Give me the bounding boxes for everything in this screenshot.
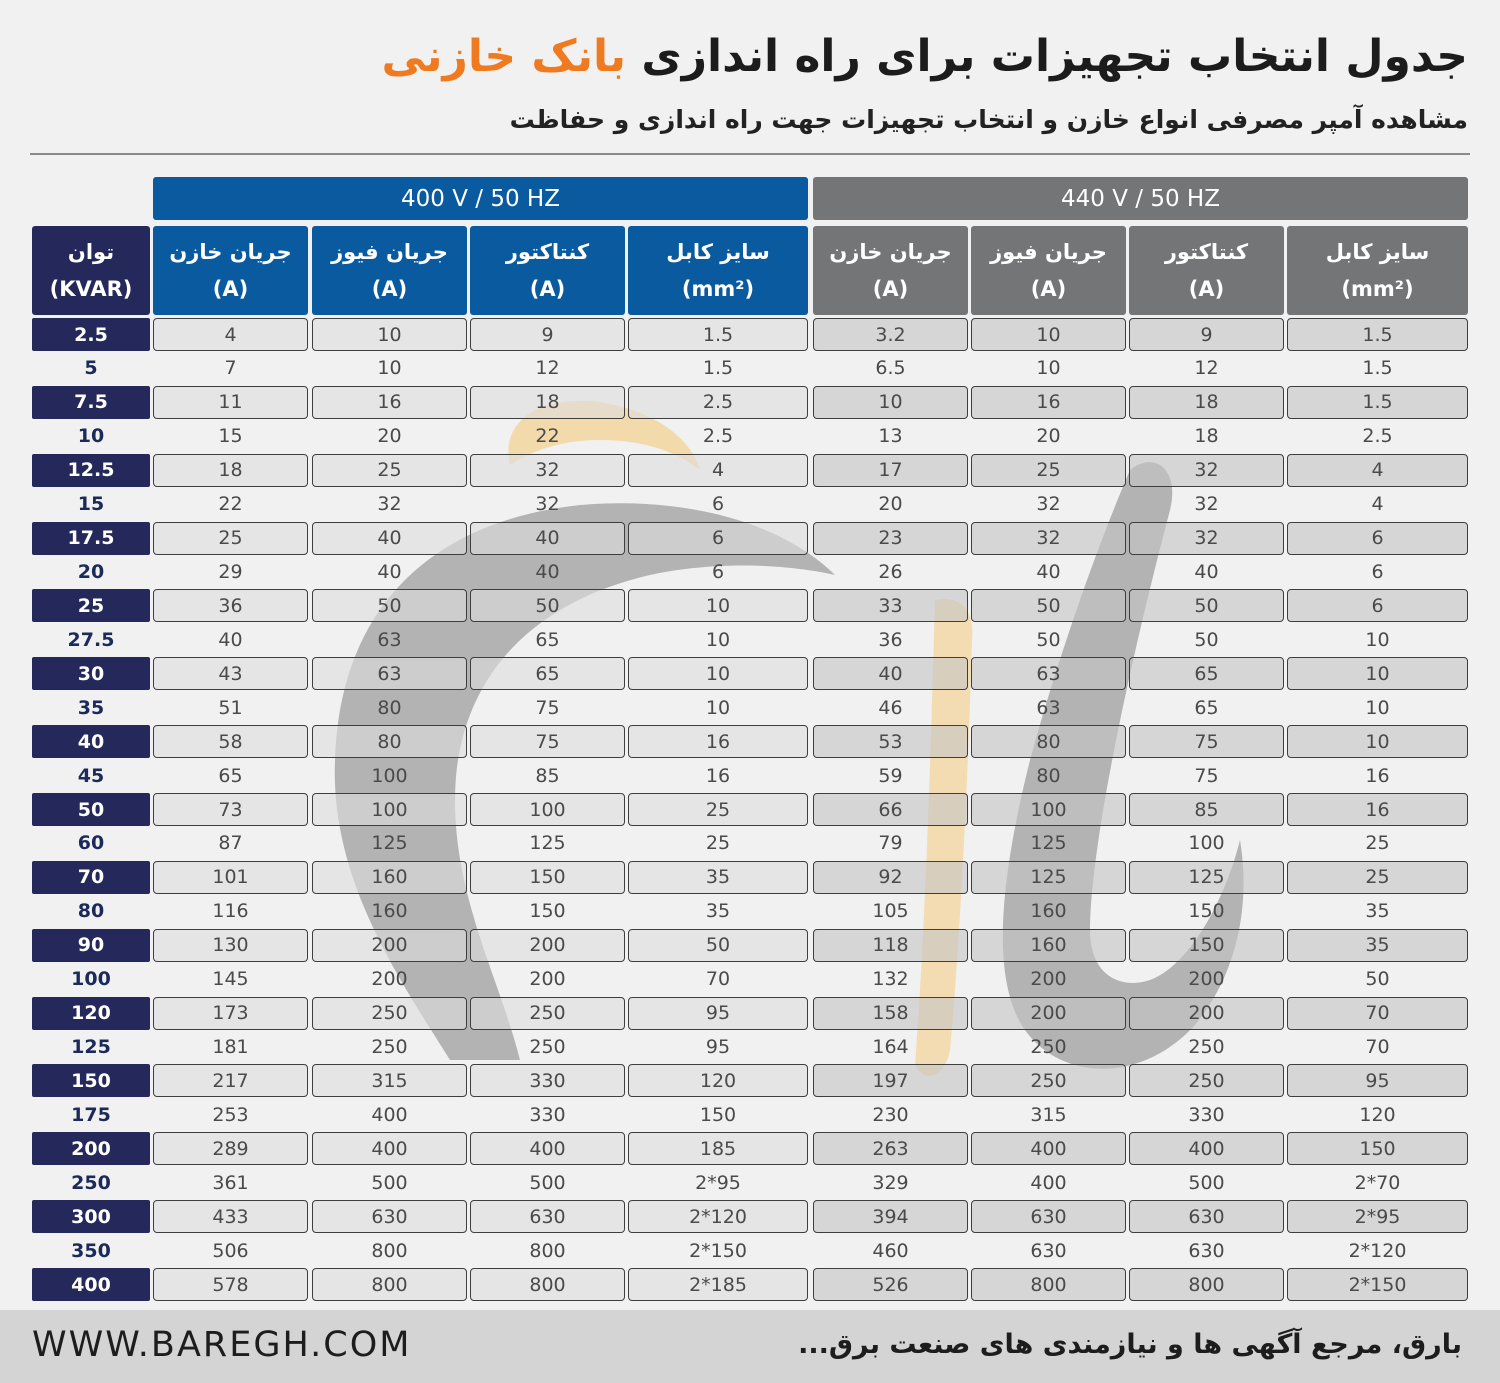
table-cell: 4 (628, 454, 808, 487)
table-cell: 433 (153, 1200, 308, 1233)
table-cell: 16 (1287, 793, 1468, 826)
table-cell: 50 (1036, 628, 1061, 651)
table-cell: 32 (377, 493, 402, 516)
table-cell: 25 (628, 793, 808, 826)
table-cell: 2*120 (628, 1200, 808, 1233)
table-cell: 10 (705, 628, 731, 651)
table-cell: 85 (535, 764, 560, 787)
kvar-cell: 5 (84, 357, 98, 380)
table-cell: 63 (377, 628, 402, 651)
table-cell: 400 (470, 1132, 625, 1165)
table-cell: 10 (628, 657, 808, 690)
kvar-cell: 7.5 (32, 386, 150, 419)
footer-slogan: بارق، مرجع آگهی ها و نیازمندی های صنعت برق... (798, 1329, 1462, 1360)
kvar-cell: 12.5 (32, 454, 150, 487)
table-cell: 79 (878, 832, 903, 855)
kvar-cell: 100 (71, 968, 111, 991)
table-cell: 400 (312, 1132, 467, 1165)
table-cell: 10 (312, 318, 467, 351)
column-header (1287, 226, 1468, 315)
table-cell: 10 (705, 696, 731, 719)
column-header (813, 226, 968, 315)
column-header (153, 226, 308, 315)
table-cell: 200 (371, 968, 408, 991)
table-cell: 400 (971, 1132, 1126, 1165)
table-cell: 132 (872, 968, 909, 991)
table-cell: 70 (1287, 997, 1468, 1030)
table-cell: 200 (470, 929, 625, 962)
table-cell: 12 (535, 357, 560, 380)
table-cell: 400 (1129, 1132, 1284, 1165)
kvar-cell: 70 (32, 861, 150, 894)
column-header-label: جریان خازن (169, 239, 292, 264)
table-cell: 25 (1287, 861, 1468, 894)
table-cell: 6 (1287, 522, 1468, 555)
table-cell: 150 (1129, 929, 1284, 962)
table-cell: 185 (628, 1132, 808, 1165)
kvar-column-header (32, 226, 150, 315)
table-cell: 85 (1129, 793, 1284, 826)
table-cell: 75 (535, 696, 560, 719)
table-cell: 2*120 (1348, 1239, 1407, 1262)
table-cell: 50 (312, 589, 467, 622)
table-cell: 40 (1194, 561, 1219, 583)
column-header-label: جریان خازن (829, 239, 952, 264)
table-cell: 2.5 (628, 386, 808, 419)
table-cell: 50 (1365, 968, 1390, 991)
table-cell: 2.5 (702, 425, 734, 448)
table-cell: 116 (212, 900, 249, 923)
table-cell: 1.5 (1287, 386, 1468, 419)
group-header-440v: 440 V / 50 HZ (813, 177, 1468, 220)
table-cell: 65 (535, 628, 560, 651)
table-cell: 125 (529, 832, 566, 855)
page-subtitle: مشاهده آمپر مصرفی انواع خازن و انتخاب تجهیزات جهت راه اندازی و حفاظت (509, 105, 1468, 134)
table-cell: 13 (878, 425, 903, 448)
table-cell: 36 (878, 628, 903, 651)
kvar-cell: 125 (71, 1036, 111, 1059)
table-cell: 40 (1036, 561, 1061, 583)
table-cell: 16 (628, 725, 808, 758)
kvar-cell: 40 (32, 725, 150, 758)
table-cell: 160 (1030, 900, 1067, 923)
table-cell: 2*150 (1287, 1268, 1468, 1301)
table-cell: 87 (218, 832, 243, 855)
table-cell: 25 (153, 522, 308, 555)
kvar-cell: 45 (77, 764, 105, 787)
table-cell: 200 (1188, 968, 1225, 991)
kvar-cell: 250 (71, 1171, 111, 1194)
table-cell: 200 (1030, 968, 1067, 991)
table-cell: 506 (212, 1239, 249, 1262)
table-cell: 16 (312, 386, 467, 419)
header-divider (30, 153, 1470, 155)
table-cell: 75 (1194, 764, 1219, 787)
table-cell: 75 (470, 725, 625, 758)
table-cell: 460 (872, 1239, 909, 1262)
table-cell: 150 (470, 861, 625, 894)
table-cell: 70 (1365, 1036, 1390, 1059)
table-cell: 150 (529, 900, 566, 923)
table-cell: 22 (535, 425, 560, 448)
table-cell: 16 (705, 764, 731, 787)
kvar-cell: 400 (32, 1268, 150, 1301)
table-cell: 630 (1188, 1239, 1225, 1262)
table-cell: 53 (813, 725, 968, 758)
table-cell: 50 (1194, 628, 1219, 651)
table-cell: 25 (312, 454, 467, 487)
table-cell: 10 (1036, 357, 1061, 380)
table-cell: 164 (872, 1036, 909, 1059)
table-cell: 40 (218, 628, 243, 651)
table-cell: 105 (872, 900, 909, 923)
table-cell: 63 (971, 657, 1126, 690)
footer-bar (0, 1310, 1500, 1383)
table-cell: 118 (813, 929, 968, 962)
table-cell: 92 (813, 861, 968, 894)
table-cell: 329 (872, 1171, 909, 1194)
table-cell: 22 (218, 493, 243, 516)
table-cell: 800 (312, 1268, 467, 1301)
table-cell: 150 (699, 1103, 737, 1126)
table-cell: 630 (312, 1200, 467, 1233)
table-cell: 158 (813, 997, 968, 1030)
table-cell: 18 (470, 386, 625, 419)
table-cell: 50 (1129, 589, 1284, 622)
table-cell: 32 (1129, 454, 1284, 487)
table-cell: 1.5 (1287, 318, 1468, 351)
table-cell: 59 (878, 764, 903, 787)
table-cell: 18 (1194, 425, 1219, 448)
table-cell: 1.5 (1362, 357, 1393, 380)
table-cell: 6.5 (875, 357, 906, 380)
table-cell: 7 (224, 357, 237, 380)
table-cell: 40 (377, 561, 402, 583)
table-cell: 250 (312, 997, 467, 1030)
table-cell: 11 (153, 386, 308, 419)
table-cell: 125 (371, 832, 408, 855)
table-cell: 70 (705, 968, 731, 991)
table-cell: 16 (1365, 764, 1390, 787)
table-cell: 32 (1129, 522, 1284, 555)
table-cell: 63 (1036, 696, 1061, 719)
table-cell: 20 (377, 425, 402, 448)
table-cell: 2*185 (628, 1268, 808, 1301)
kvar-cell: 350 (71, 1239, 111, 1262)
table-cell: 65 (218, 764, 243, 787)
table-cell: 100 (371, 764, 408, 787)
table-cell: 200 (971, 997, 1126, 1030)
table-cell: 800 (1129, 1268, 1284, 1301)
kvar-cell: 27.5 (67, 628, 115, 651)
column-header-unit: (A) (371, 276, 408, 301)
table-cell: 63 (312, 657, 467, 690)
table-cell: 43 (153, 657, 308, 690)
table-cell: 250 (1129, 1064, 1284, 1097)
table-cell: 800 (371, 1239, 408, 1262)
title-accent: بانک خازنی (381, 31, 627, 82)
kvar-cell: 25 (32, 589, 150, 622)
table-cell: 26 (878, 561, 903, 583)
table-cell: 3.2 (813, 318, 968, 351)
table-cell: 6 (711, 493, 725, 516)
table-cell: 9 (470, 318, 625, 351)
table-cell: 9 (1129, 318, 1284, 351)
column-header (1129, 226, 1284, 315)
table-cell: 80 (377, 696, 402, 719)
kvar-cell: 30 (32, 657, 150, 690)
table-cell: 200 (1129, 997, 1284, 1030)
column-header-unit: (A) (1188, 276, 1225, 301)
table-cell: 35 (1287, 929, 1468, 962)
column-header (312, 226, 467, 315)
table-cell: 100 (312, 793, 467, 826)
table-cell: 500 (371, 1171, 408, 1194)
table-cell: 6 (711, 561, 725, 583)
table-cell: 361 (212, 1171, 249, 1194)
column-header-unit: (A) (529, 276, 566, 301)
table-cell: 40 (813, 657, 968, 690)
kvar-cell: 175 (71, 1103, 111, 1126)
title-main: جدول انتخاب تجهیزات برای راه اندازی (641, 31, 1468, 82)
table-cell: 526 (813, 1268, 968, 1301)
table-cell: 630 (1030, 1239, 1067, 1262)
kvar-cell: 120 (32, 997, 150, 1030)
table-cell: 25 (1365, 832, 1390, 855)
column-header-unit: (A) (1030, 276, 1067, 301)
table-cell: 1.5 (628, 318, 808, 351)
table-cell: 160 (371, 900, 408, 923)
table-cell: 263 (813, 1132, 968, 1165)
table-cell: 250 (1030, 1036, 1067, 1059)
table-cell: 100 (971, 793, 1126, 826)
table-cell: 250 (971, 1064, 1126, 1097)
kvar-cell: 300 (32, 1200, 150, 1233)
column-header-label: سایز کابل (1325, 239, 1430, 264)
kvar-cell: 2.5 (32, 318, 150, 351)
table-cell: 289 (153, 1132, 308, 1165)
table-cell: 40 (535, 561, 560, 583)
table-cell: 1.5 (702, 357, 734, 380)
column-header-label: سایز کابل (666, 239, 770, 264)
table-cell: 217 (153, 1064, 308, 1097)
table-cell: 200 (312, 929, 467, 962)
table-cell: 500 (529, 1171, 566, 1194)
table-cell: 95 (705, 1036, 731, 1059)
table-cell: 50 (971, 589, 1126, 622)
kvar-cell: 90 (32, 929, 150, 962)
table-cell: 4 (1371, 493, 1384, 516)
kvar-header-unit: (KVAR) (49, 276, 133, 301)
table-cell: 197 (813, 1064, 968, 1097)
table-cell: 95 (1287, 1064, 1468, 1097)
table-cell: 32 (1036, 493, 1061, 516)
table-cell: 2*95 (1287, 1200, 1468, 1233)
table-cell: 95 (628, 997, 808, 1030)
kvar-cell: 80 (77, 900, 105, 923)
kvar-cell: 150 (32, 1064, 150, 1097)
table-cell: 16 (971, 386, 1126, 419)
kvar-cell: 15 (77, 493, 105, 516)
table-cell: 101 (153, 861, 308, 894)
table-cell: 50 (470, 589, 625, 622)
column-header-unit: (A) (872, 276, 909, 301)
table-cell: 35 (705, 900, 731, 923)
table-cell: 25 (971, 454, 1126, 487)
table-cell: 73 (153, 793, 308, 826)
table-cell: 160 (971, 929, 1126, 962)
table-cell: 32 (535, 493, 560, 516)
kvar-cell: 17.5 (32, 522, 150, 555)
table-cell: 10 (377, 357, 402, 380)
table-cell: 20 (1036, 425, 1061, 448)
table-cell: 2*150 (689, 1239, 747, 1262)
table-cell: 58 (153, 725, 308, 758)
table-cell: 40 (470, 522, 625, 555)
table-cell: 10 (1287, 725, 1468, 758)
table-cell: 10 (971, 318, 1126, 351)
table-cell: 75 (1129, 725, 1284, 758)
table-cell: 35 (628, 861, 808, 894)
table-cell: 2*70 (1354, 1171, 1401, 1194)
table-cell: 330 (470, 1064, 625, 1097)
table-cell: 200 (529, 968, 566, 991)
table-cell: 173 (153, 997, 308, 1030)
table-cell: 150 (1287, 1132, 1468, 1165)
column-header-label: جریان فیوز (990, 239, 1107, 264)
table-cell: 40 (312, 522, 467, 555)
table-cell: 10 (628, 589, 808, 622)
column-header (628, 226, 808, 315)
table-cell: 250 (371, 1036, 408, 1059)
table-cell: 80 (1036, 764, 1061, 787)
footer-website-link[interactable]: WWW.BAREGH.COM (32, 1325, 412, 1365)
table-cell: 578 (153, 1268, 308, 1301)
table-cell: 800 (971, 1268, 1126, 1301)
table-cell: 253 (212, 1103, 249, 1126)
column-header-label: کنتاکتور (505, 239, 590, 264)
kvar-cell: 50 (32, 793, 150, 826)
table-cell: 15 (218, 425, 243, 448)
table-cell: 250 (529, 1036, 566, 1059)
table-cell: 18 (1129, 386, 1284, 419)
table-cell: 250 (1188, 1036, 1225, 1059)
column-header (971, 226, 1126, 315)
table-cell: 230 (872, 1103, 909, 1126)
table-cell: 80 (971, 725, 1126, 758)
table-cell: 46 (878, 696, 903, 719)
table-cell: 80 (312, 725, 467, 758)
table-cell: 32 (470, 454, 625, 487)
table-cell: 36 (153, 589, 308, 622)
column-header-unit: (mm²) (1341, 276, 1414, 301)
column-header-label: کنتاکتور (1164, 239, 1249, 264)
table-cell: 6 (1287, 589, 1468, 622)
table-cell: 100 (1188, 832, 1225, 855)
table-cell: 66 (813, 793, 968, 826)
table-cell: 18 (153, 454, 308, 487)
column-header-unit: (mm²) (681, 276, 755, 301)
page-title (382, 22, 1469, 92)
table-cell: 10 (1365, 696, 1390, 719)
table-cell: 150 (1188, 900, 1225, 923)
table-cell: 33 (813, 589, 968, 622)
table-cell: 6 (628, 522, 808, 555)
table-cell: 2.5 (1362, 425, 1393, 448)
table-cell: 800 (529, 1239, 566, 1262)
table-cell: 125 (971, 861, 1126, 894)
table-cell: 120 (1359, 1103, 1396, 1126)
table-cell: 400 (1030, 1171, 1067, 1194)
table-cell: 25 (705, 832, 731, 855)
table-cell: 29 (218, 561, 243, 583)
table-cell: 160 (312, 861, 467, 894)
table-cell: 394 (813, 1200, 968, 1233)
table-cell: 20 (878, 493, 903, 516)
column-header (470, 226, 625, 315)
table-cell: 125 (1030, 832, 1067, 855)
table-cell: 32 (1194, 493, 1219, 516)
table-cell: 125 (1129, 861, 1284, 894)
table-cell: 12 (1194, 357, 1219, 380)
table-cell: 630 (1129, 1200, 1284, 1233)
table-cell: 6 (1371, 561, 1384, 583)
table-cell: 50 (628, 929, 808, 962)
table-cell: 315 (312, 1064, 467, 1097)
group-header-400v: 400 V / 50 HZ (153, 177, 808, 220)
table-cell: 4 (1287, 454, 1468, 487)
table-cell: 32 (971, 522, 1126, 555)
table-cell: 130 (153, 929, 308, 962)
table-cell: 17 (813, 454, 968, 487)
table-cell: 250 (470, 997, 625, 1030)
table-cell: 2*95 (695, 1171, 741, 1194)
table-cell: 10 (1287, 657, 1468, 690)
table-cell: 120 (628, 1064, 808, 1097)
table-cell: 145 (212, 968, 249, 991)
table-cell: 4 (153, 318, 308, 351)
column-header-label: جریان فیوز (331, 239, 448, 264)
table-cell: 330 (1188, 1103, 1225, 1126)
table-cell: 800 (470, 1268, 625, 1301)
table-cell: 65 (1194, 696, 1219, 719)
table-cell: 630 (971, 1200, 1126, 1233)
table-cell: 330 (529, 1103, 566, 1126)
table-cell: 630 (470, 1200, 625, 1233)
table-cell: 65 (470, 657, 625, 690)
kvar-cell: 35 (77, 696, 105, 719)
kvar-cell: 10 (77, 425, 105, 448)
table-cell: 400 (371, 1103, 408, 1126)
table-cell: 10 (1365, 628, 1390, 651)
table-cell: 23 (813, 522, 968, 555)
table-cell: 65 (1129, 657, 1284, 690)
kvar-header-label: توان (67, 239, 115, 264)
table-cell: 100 (470, 793, 625, 826)
table-cell: 10 (813, 386, 968, 419)
kvar-cell: 60 (77, 832, 105, 855)
kvar-cell: 200 (32, 1132, 150, 1165)
table-cell: 51 (218, 696, 243, 719)
kvar-cell: 20 (77, 561, 105, 583)
column-header-unit: (A) (212, 276, 249, 301)
table-cell: 500 (1188, 1171, 1225, 1194)
table-cell: 35 (1365, 900, 1390, 923)
table-cell: 315 (1030, 1103, 1067, 1126)
table-cell: 181 (212, 1036, 249, 1059)
